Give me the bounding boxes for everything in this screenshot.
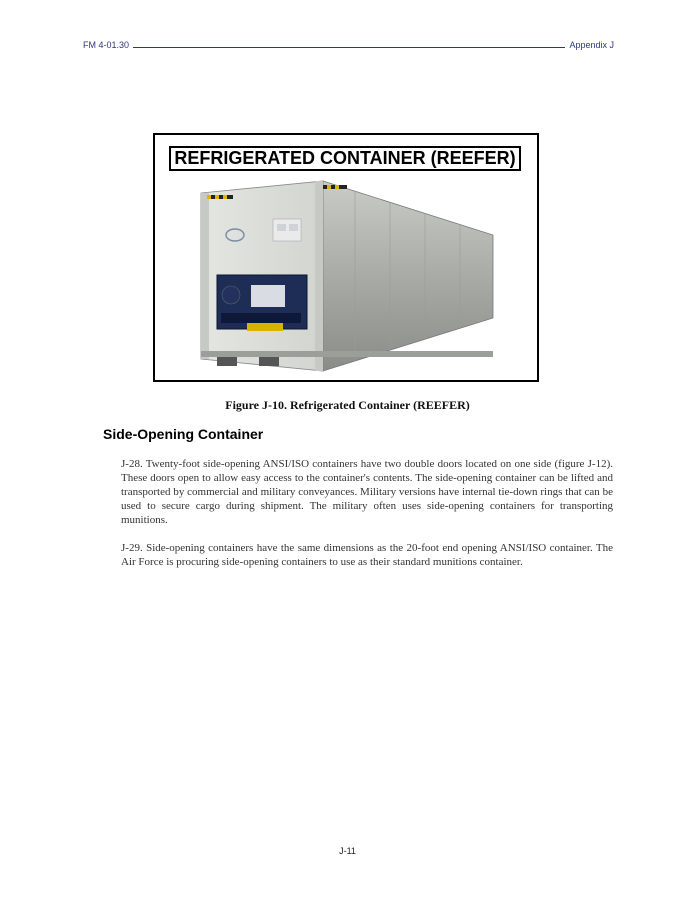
header-manual-id: FM 4-01.30 [83,40,130,50]
figure-caption: Figure J-10. Refrigerated Container (REEFER) [225,398,470,412]
header-appendix: Appendix J [569,40,614,50]
header-rule [133,47,565,48]
section-heading: Side-Opening Container [103,426,264,442]
figure-frame [153,133,539,382]
figure-title: REFRIGERATED CONTAINER (REEFER) [169,146,521,171]
page-number: J-11 [339,846,356,856]
paragraph-j-28: J-28. Twenty-foot side-opening ANSI/ISO containers have two double doors located on one side (figure J-12). These doors open to allow easy access to the container's contents. The side-opening container can be lifted and transported by commercial and military conveyances. Military versions have internal tie-down rings that can be used to secure cargo during shipment. The military often uses side-opening containers for transporting munitions. [121,458,613,526]
reefer-container-photo [155,135,537,380]
paragraph-j-29: J-29. Side-opening containers have the same dimensions as the 20-foot end opening ANSI/ISO container. The Air Force is procuring side-opening containers to use as their standard munitions container. [121,542,613,568]
running-header [83,40,614,50]
